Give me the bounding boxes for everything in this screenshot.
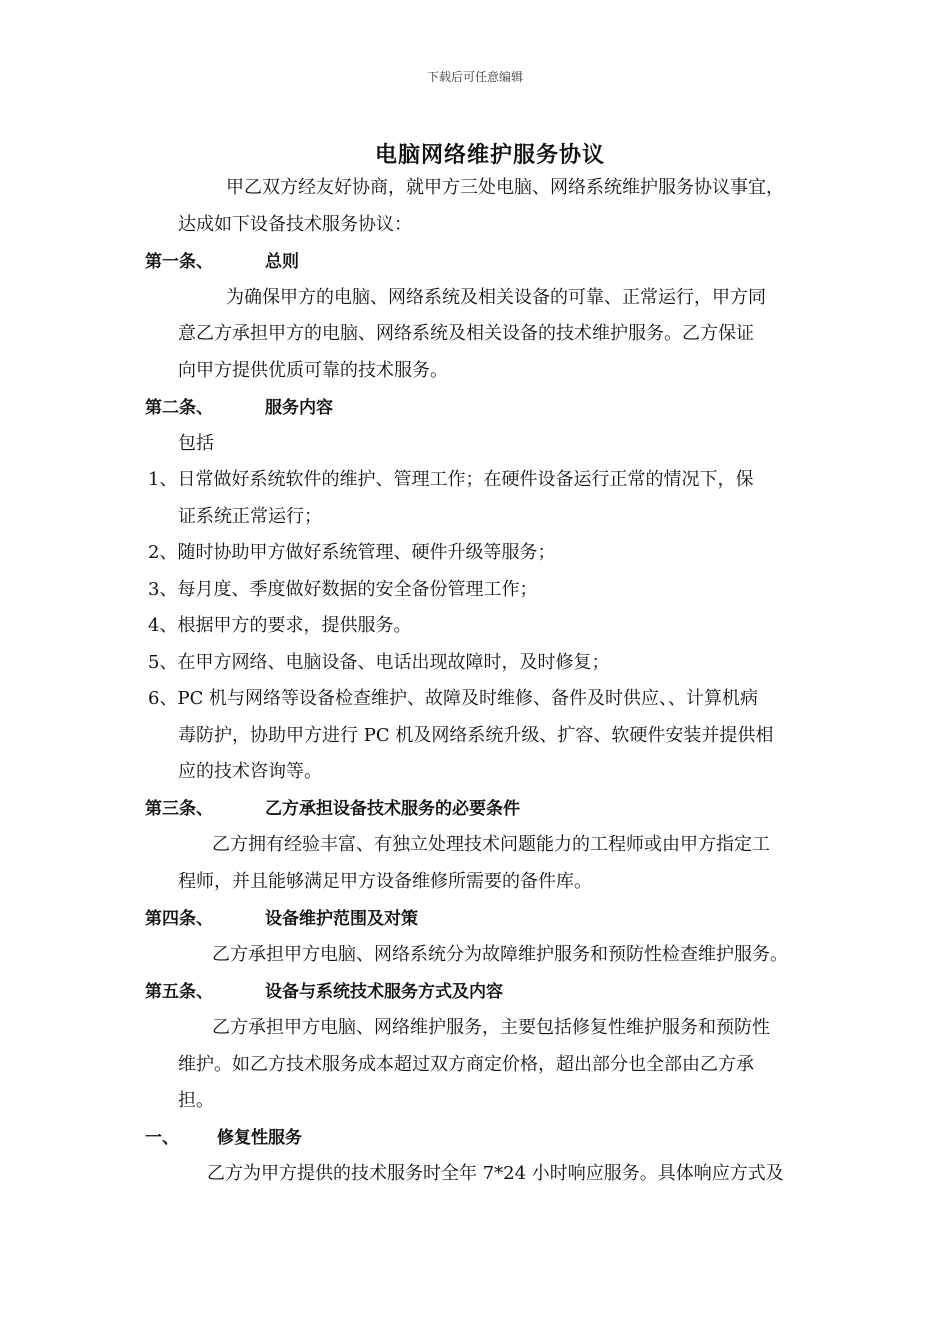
article-4-text: 乙方承担甲方电脑、网络系统分为故障维护服务和预防性检查维护服务。	[212, 944, 788, 965]
article-5-text: 维护。如乙方技术服务成本超过双方商定价格，超出部分也全部由乙方承	[178, 1054, 754, 1075]
article-3-text: 乙方拥有经验丰富、有独立处理技术问题能力的工程师或由甲方指定工	[212, 834, 770, 855]
article-5-text: 乙方承担甲方电脑、网络维护服务，主要包括修复性维护服务和预防性	[212, 1017, 770, 1038]
document-title: 电脑网络维护服务协议	[374, 142, 605, 168]
section-1-text: 乙方为甲方提供的技术服务时全年 7*24 小时响应服务。具体响应方式及	[207, 1163, 784, 1184]
page-header-note: 下载后可任意编辑	[426, 70, 523, 84]
article-2-lead: 包括	[178, 433, 214, 454]
article-1-text: 为确保甲方的电脑、网络系统及相关设备的可靠、正常运行，甲方同	[226, 287, 766, 308]
article-1-text: 意乙方承担甲方的电脑、网络系统及相关设备的技术维护服务。乙方保证	[178, 323, 754, 344]
article-title: 设备与系统技术服务方式及内容	[265, 982, 503, 1002]
article-3-text: 程师，并且能够满足甲方设备维修所需要的备件库。	[178, 871, 592, 892]
article-1-heading	[145, 250, 299, 274]
article-5-text: 担。	[178, 1090, 214, 1111]
article-label: 第二条、	[145, 398, 213, 418]
list-item: 4、根据甲方的要求，提供服务。	[148, 615, 412, 636]
section-label: 一、	[145, 1128, 179, 1148]
article-title: 设备维护范围及对策	[265, 909, 418, 929]
article-3-heading	[145, 797, 520, 821]
article-1-text: 向甲方提供优质可靠的技术服务。	[178, 360, 448, 381]
list-item: 2、随时协助甲方做好系统管理、硬件升级等服务；	[148, 542, 556, 563]
list-item: 1、日常做好系统软件的维护、管理工作；在硬件设备运行正常的情况下，保	[148, 469, 754, 490]
article-label: 第四条、	[145, 909, 213, 929]
intro-line: 达成如下设备技术服务协议：	[178, 214, 412, 235]
article-label: 第五条、	[145, 982, 213, 1002]
list-item: 应的技术咨询等。	[178, 761, 322, 782]
article-2-heading	[145, 396, 333, 420]
intro-line: 甲乙双方经友好协商，就甲方三处电脑、网络系统维护服务协议事宜，	[226, 177, 784, 198]
list-item: 证系统正常运行；	[178, 506, 322, 527]
article-title: 服务内容	[265, 398, 333, 418]
list-item: 5、在甲方网络、电脑设备、电话出现故障时，及时修复；	[148, 652, 610, 673]
section-title: 修复性服务	[217, 1128, 302, 1148]
section-1-heading	[145, 1126, 302, 1150]
article-label: 第一条、	[145, 252, 213, 272]
article-title: 乙方承担设备技术服务的必要条件	[265, 799, 520, 819]
article-label: 第三条、	[145, 799, 213, 819]
article-title: 总则	[265, 252, 299, 272]
list-item: 3、每月度、季度做好数据的安全备份管理工作；	[148, 579, 538, 600]
article-5-heading	[145, 980, 503, 1004]
list-item: 6、PC 机与网络等设备检查维护、故障及时维修、备件及时供应、、计算机病	[148, 688, 759, 709]
list-item: 毒防护，协助甲方进行 PC 机及网络系统升级、扩容、软硬件安装并提供相	[178, 725, 774, 746]
article-4-heading	[145, 907, 418, 931]
